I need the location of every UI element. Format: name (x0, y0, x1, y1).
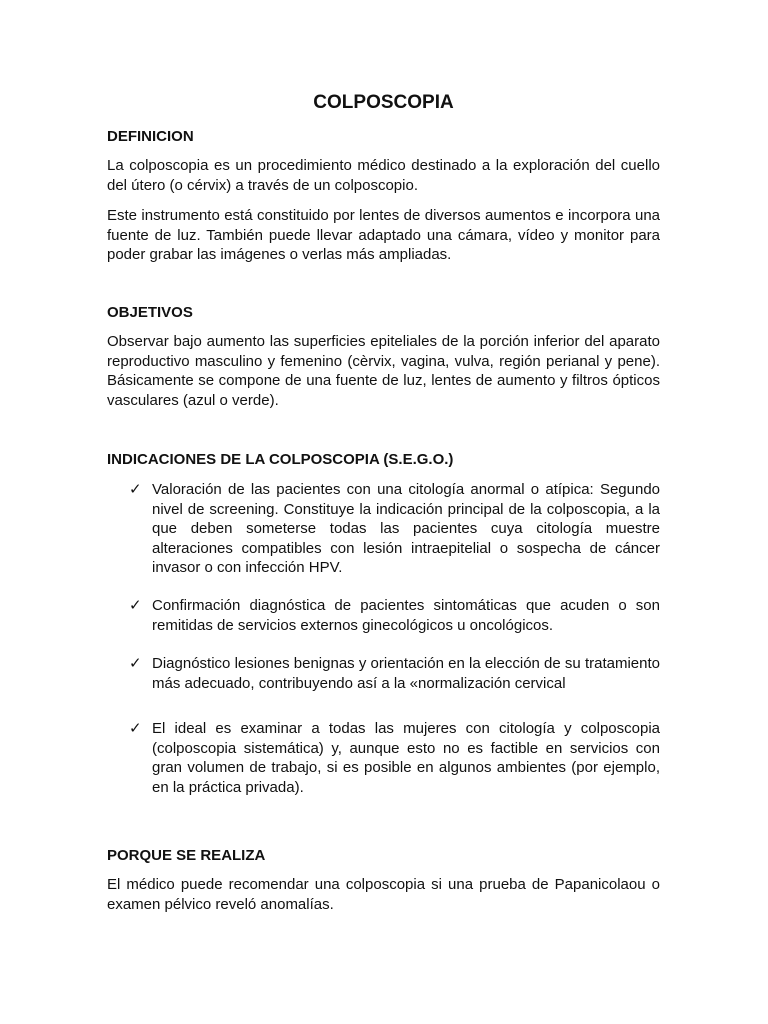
list-item-text: El ideal es examinar a todas las mujeres con citología y colposcopia (colposcopia sistemática) y, aunque esto no es factible en servicios con gran volumen de trabajo, si es posible en algunos ambientes (por ejemplo, en la práctica privada). (152, 720, 660, 796)
check-icon: ✓ (129, 655, 142, 672)
definicion-paragraph-2: Este instrumento está constituido por lentes de diversos aumentos e incorpora una fuente de luz. También puede llevar adaptado una cámara, vídeo y monitor para poder grabar las imágenes o verlas más ampliadas. (107, 207, 660, 263)
heading-porque: PORQUE SE REALIZA (107, 847, 266, 864)
check-icon: ✓ (129, 481, 142, 498)
check-icon: ✓ (129, 720, 142, 737)
porque-paragraph-1: El médico puede recomendar una colposcopia si una prueba de Papanicolaou o examen pélvico reveló anomalías. (107, 876, 660, 913)
heading-indicaciones: INDICACIONES DE LA COLPOSCOPIA (S.E.G.O.) (107, 451, 454, 468)
definicion-paragraph-1: La colposcopia es un procedimiento médico destinado a la exploración del cuello del útero (o cérvix) a través de un colposcopio. (107, 157, 660, 194)
list-item-text: Diagnóstico lesiones benignas y orientación en la elección de su tratamiento más adecuado, contribuyendo así a la «normalización cervical (152, 655, 660, 692)
objetivos-paragraph-1: Observar bajo aumento las superficies epiteliales de la porción inferior del aparato reproductivo masculino y femenino (cèrvix, vagina, vulva, región perianal y pene). Básicamente se compone de una fuente de luz, lentes de aumento y filtros ópticos vasculares (azul o verde). (107, 333, 660, 409)
document-title: COLPOSCOPIA (313, 92, 454, 113)
heading-definicion: DEFINICION (107, 128, 194, 145)
heading-objetivos: OBJETIVOS (107, 304, 193, 321)
check-icon: ✓ (129, 597, 142, 614)
list-item-text: Valoración de las pacientes con una citología anormal o atípica: Segundo nivel de screening. Constituye la indicación principal de la colposcopia, a la que deben someterse todas las pacientes cuya citología muestre alteraciones compatibles con lesión intraepitelial o sospecha de cáncer invasor o con infección HPV. (152, 481, 660, 576)
list-item-text: Confirmación diagnóstica de pacientes sintomáticas que acuden o son remitidas de servicios externos ginecológicos u oncológicos. (152, 597, 660, 634)
